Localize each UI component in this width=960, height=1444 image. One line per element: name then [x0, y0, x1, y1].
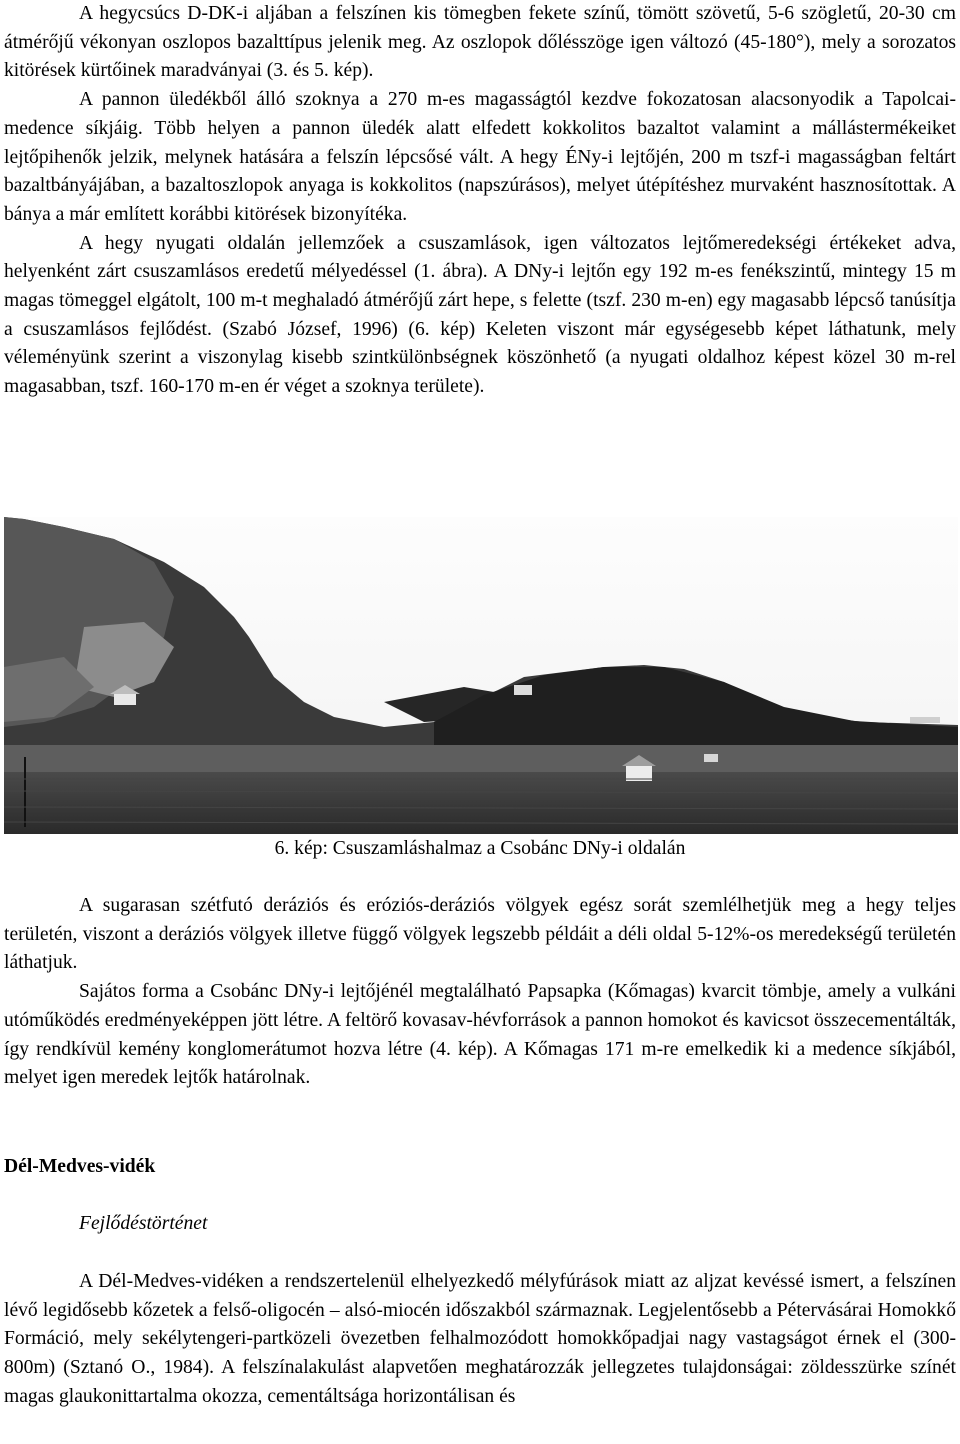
section-subheading: Fejlődéstörténet — [79, 1213, 208, 1234]
text-block-bottom — [4, 1268, 956, 1412]
paragraph-papsapka: Sajátos forma a Csobánc DNy-i lejtőjénél megtalálható Papsapka (Kőmagas) kvarcit tömbje, amely a vulkáni utóműködés eredményeképpen jött létre. A feltörő kovasav-hévforrások a pannon homokot és kavicsot összecementálták, így rendkívül kemény konglomerátumot hozva létre (4. kép). A Kőmagas 171 m-re emelkedik ki a medence síkjából, melyet igen meredek lejtők határolnak. — [4, 981, 956, 1089]
landslide-photo — [4, 517, 958, 834]
paragraph-pannon-skirt: A pannon üledékből álló szoknya a 270 m-es magasságtól kezdve fokozatosan alacsonyodik a Tapolcai-medence síkjáig. Több helyen a pannon üledék alatt elfedett kokkolitos bazaltot valamint a mállástermékeiket lejtőpihenők jelzik, melynek hatására a felszín lépcsősé vált. A hegy ÉNy-i lejtőjén, 200 m tszf-i magasságban feltárt bazaltbányájában, a bazaltoszlopok anyaga is kokkolitos (napszúrásos), melyet útépítéshez murvaként hasznosítottak. A bánya a már említett korábbi kitörések bizonyítéka. — [4, 89, 956, 225]
text-block-top — [4, 0, 956, 402]
section-heading: Dél-Medves-vidék — [4, 1156, 156, 1177]
text-block-middle — [4, 892, 956, 1093]
paragraph-basalt-columns: A hegycsúcs D-DK-i aljában a felszínen kis tömegben fekete színű, tömött szövetű, 5-6 szögletű, 20-30 cm átmérőjű vékonyan oszlopos bazalttípus jelenik meg. Az oszlopok dőlésszöge igen változó (45-180°), mely a sorozatos kitörések kürtőinek maradványai (3. és 5. kép). — [4, 3, 956, 82]
paragraph-valleys: A sugarasan szétfutó deráziós és eróziós-deráziós völgyek egész sorát szemlélhetjük meg a hegy teljes területén, viszont a deráziós völgyek illetve függő völgyek legszebb példáit a déli oldal 5-12%-os meredekségű területén láthatjuk. — [4, 895, 956, 974]
paragraph-landslides: A hegy nyugati oldalán jellemzőek a csuszamlások, igen változatos lejtőmeredekségi értékeket adva, helyenként zárt csuszamlásos eredetű mélyedéssel (1. ábra). A DNy-i lejtőn egy 192 m-es fenékszintű, mintegy 15 m magas tömeggel elgátolt, 100 m-t meghaladó átmérőjű zárt hepe, s felette (tszf. 230 m-en) egy magasabb lépcső tanúsítja a csuszamlásos fejlődést. (Szabó József, 1996) (6. kép) Keleten viszont már egységesebb képet láthatunk, mely véleményünk szerint a viszonylag kisebb szintkülönbségnek köszönhető (a nyugati oldalhoz képest közel 30 m-rel magasabban, tszf. 160-170 m-en ér véget a szoknya területe). — [4, 232, 956, 398]
figure-caption: 6. kép: Csuszamláshalmaz a Csobánc DNy-i oldalán — [274, 838, 686, 859]
paragraph-del-medves: A Dél-Medves-vidéken a rendszertelenül elhelyezkedő mélyfúrások miatt az aljzat kevéssé ismert, a felszínen lévő legidősebb kőzetek a felső-oligocén – alsó-miocén időszakból származnak. Legjelentősebb a Pétervásárai Homokkő Formáció, mely sekélytengeri-partközeli övezetben felhalmozódott homokkőpadjai nagy vastagságot érnek el (300-800m) (Sztanó O., 1984). A felszínalakulást alapvetően meghatározzák jellegzetes tulajdonságai: zöldesszürke színét magas glaukonittartalma okozza, cementáltsága horizontálisan és — [4, 1271, 956, 1407]
